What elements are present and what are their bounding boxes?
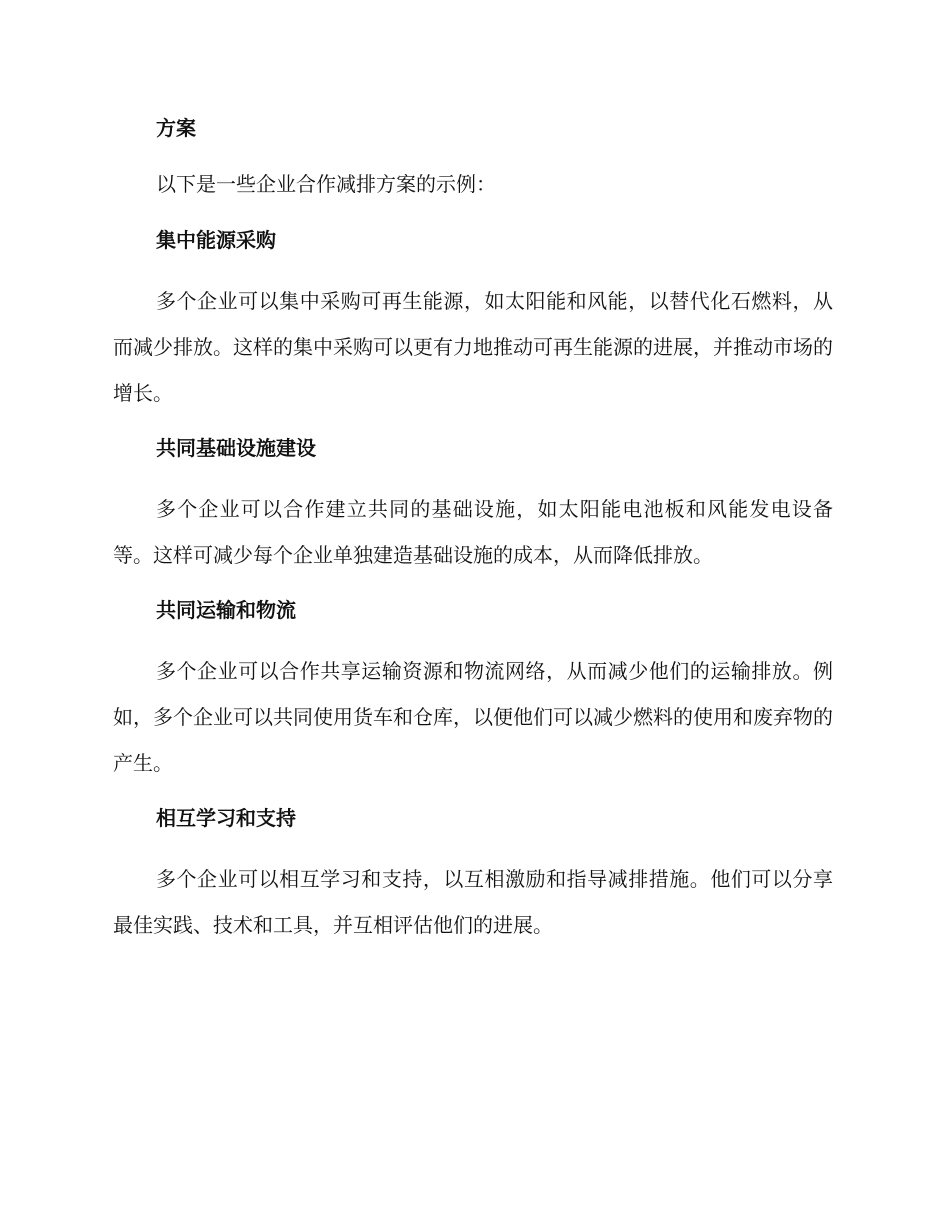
- section-heading-mutual-learning: 相互学习和支持: [156, 806, 296, 830]
- section-body-energy-procurement: 多个企业可以集中采购可再生能源，如太阳能和风能，以替代化石燃料，从而减少排放。这样的集中采购可以更有力地推动可再生能源的进展，并推动市场的增长。: [113, 289, 833, 405]
- document-content: [113, 110, 833, 962]
- section-body-shared-logistics: 多个企业可以合作共享运输资源和物流网络，从而减少他们的运输排放。例如，多个企业可以共同使用货车和仓库，以便他们可以减少燃料的使用和废弃物的产生。: [113, 659, 833, 775]
- section-heading-shared-infrastructure: 共同基础设施建设: [156, 436, 316, 460]
- section-body-mutual-learning: 多个企业可以相互学习和支持，以互相激励和指导减排措施。他们可以分享最佳实践、技术和工具，并互相评估他们的进展。: [113, 867, 833, 937]
- section-heading-energy-procurement: 集中能源采购: [156, 228, 276, 252]
- intro-paragraph: 以下是一些企业合作减排方案的示例：: [156, 172, 496, 196]
- section-heading-shared-logistics: 共同运输和物流: [156, 598, 296, 622]
- document-title: 方案: [156, 116, 196, 140]
- section-body-shared-infrastructure: 多个企业可以合作建立共同的基础设施，如太阳能电池板和风能发电设备等。这样可减少每个企业单独建造基础设施的成本，从而降低排放。: [113, 497, 833, 567]
